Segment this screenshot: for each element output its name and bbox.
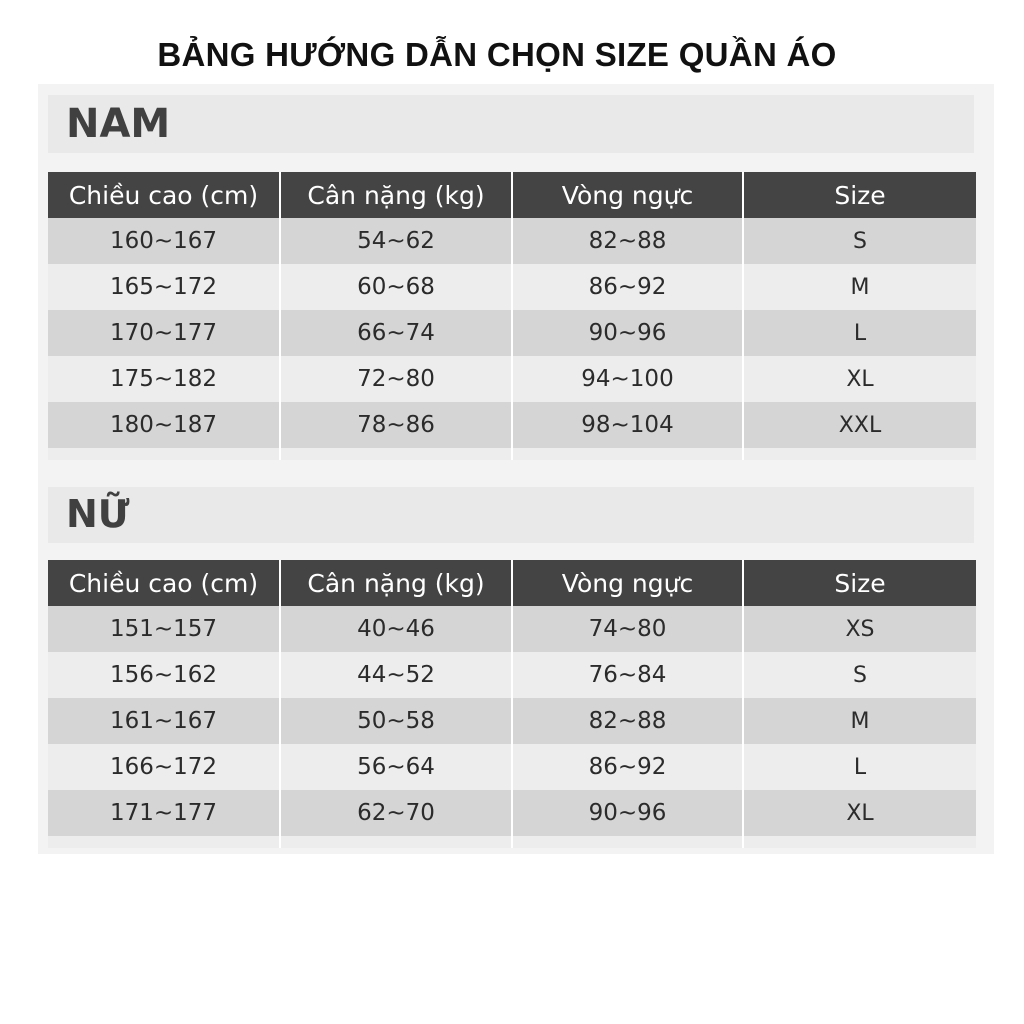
cell-height: 151~157 [48,606,280,652]
cell-height: 166~172 [48,744,280,790]
cell-chest: 86~92 [512,264,743,310]
table-row [48,790,976,836]
table-row [48,606,976,652]
header-weight: Cân nặng (kg) [280,560,512,606]
cell-chest: 82~88 [512,698,743,744]
table-row [48,356,976,402]
table-row-spacer [48,448,976,460]
cell-size: S [743,218,976,264]
header-chest: Vòng ngực [512,172,743,218]
cell-height: 160~167 [48,218,280,264]
section-heading-nu [48,487,974,543]
table-row [48,652,976,698]
cell-chest: 86~92 [512,744,743,790]
cell-size: XXL [743,402,976,448]
cell-weight: 72~80 [280,356,512,402]
cell-size: M [743,264,976,310]
spacer-cell [512,448,743,460]
table-row [48,744,976,790]
cell-size: XS [743,606,976,652]
cell-weight: 54~62 [280,218,512,264]
cell-chest: 74~80 [512,606,743,652]
table-row-spacer [48,836,976,848]
cell-weight: 40~46 [280,606,512,652]
cell-weight: 60~68 [280,264,512,310]
cell-chest: 98~104 [512,402,743,448]
cell-chest: 82~88 [512,218,743,264]
table-header-row [48,172,976,218]
table-row [48,264,976,310]
cell-weight: 50~58 [280,698,512,744]
header-chest: Vòng ngực [512,560,743,606]
spacer-cell [48,836,280,848]
spacer-cell [48,448,280,460]
spacer-cell [280,448,512,460]
header-size: Size [743,172,976,218]
spacer-cell [512,836,743,848]
cell-height: 175~182 [48,356,280,402]
section-label-nu: NỮ [66,492,130,536]
cell-height: 180~187 [48,402,280,448]
cell-weight: 62~70 [280,790,512,836]
table-row [48,402,976,448]
cell-size: S [743,652,976,698]
table-row [48,310,976,356]
cell-size: L [743,310,976,356]
cell-height: 171~177 [48,790,280,836]
page-title: BẢNG HƯỚNG DẪN CHỌN SIZE QUẦN ÁO [157,36,837,73]
header-weight: Cân nặng (kg) [280,172,512,218]
cell-weight: 44~52 [280,652,512,698]
cell-height: 156~162 [48,652,280,698]
section-heading-nam [48,95,974,153]
header-height: Chiều cao (cm) [48,172,280,218]
spacer-cell [743,836,976,848]
cell-chest: 94~100 [512,356,743,402]
cell-height: 170~177 [48,310,280,356]
cell-chest: 90~96 [512,790,743,836]
cell-weight: 78~86 [280,402,512,448]
cell-size: XL [743,356,976,402]
section-label-nam: NAM [66,101,171,147]
cell-size: M [743,698,976,744]
cell-height: 165~172 [48,264,280,310]
table-row [48,218,976,264]
spacer-cell [743,448,976,460]
cell-chest: 76~84 [512,652,743,698]
spacer-cell [280,836,512,848]
cell-size: XL [743,790,976,836]
cell-size: L [743,744,976,790]
size-table-nu [48,560,976,848]
cell-height: 161~167 [48,698,280,744]
cell-weight: 56~64 [280,744,512,790]
size-table-nam [48,172,976,460]
header-height: Chiều cao (cm) [48,560,280,606]
cell-weight: 66~74 [280,310,512,356]
header-size: Size [743,560,976,606]
table-row [48,698,976,744]
table-header-row [48,560,976,606]
cell-chest: 90~96 [512,310,743,356]
